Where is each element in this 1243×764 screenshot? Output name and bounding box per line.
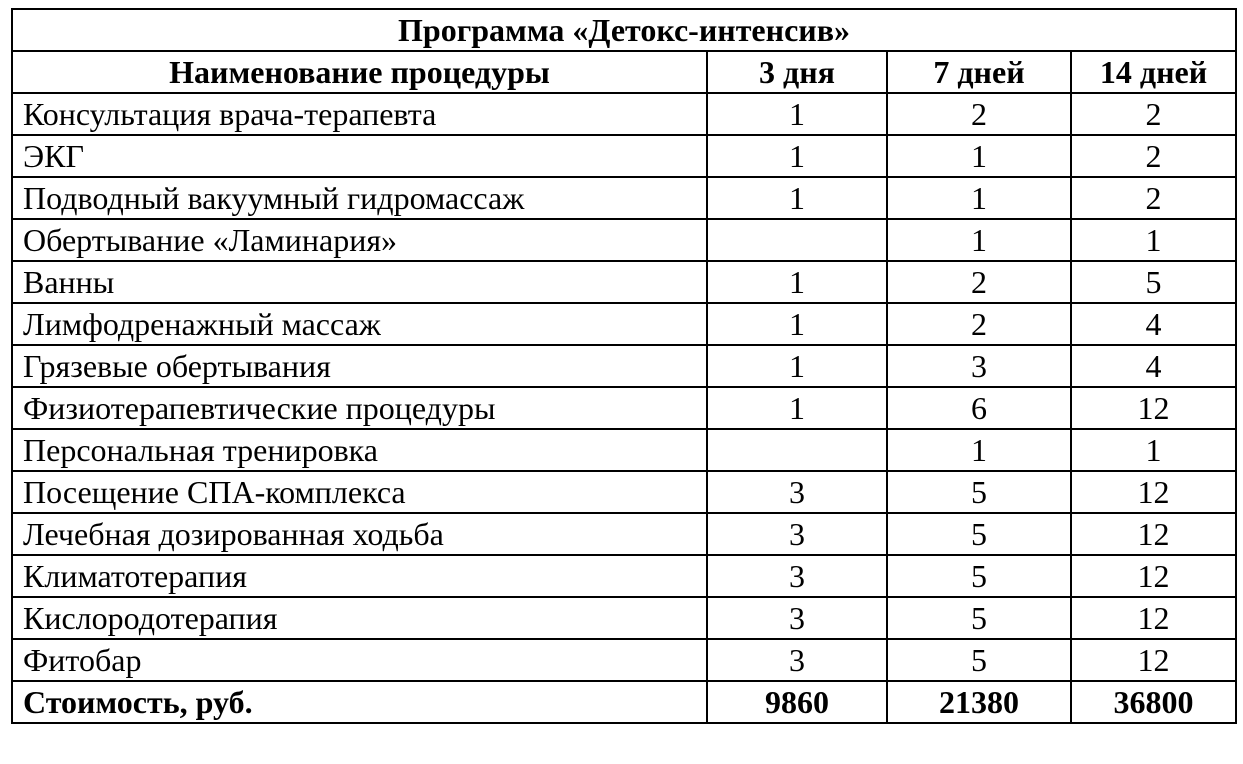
count-14-days-cell: 4	[1071, 303, 1236, 345]
count-7-days-cell: 5	[887, 555, 1071, 597]
procedure-name-cell: Лимфодренажный массаж	[12, 303, 707, 345]
count-7-days-cell: 3	[887, 345, 1071, 387]
count-3-days-cell: 1	[707, 387, 887, 429]
count-14-days-cell: 5	[1071, 261, 1236, 303]
table-row	[12, 429, 1236, 471]
procedure-name-cell: ЭКГ	[12, 135, 707, 177]
price-table-container	[11, 8, 1235, 724]
count-3-days-cell: 1	[707, 303, 887, 345]
count-3-days-cell: 1	[707, 345, 887, 387]
count-3-days-cell	[707, 429, 887, 471]
count-14-days-cell: 12	[1071, 471, 1236, 513]
total-cost-label: Стоимость, руб.	[12, 681, 707, 723]
table-header-row	[12, 51, 1236, 93]
count-7-days-cell: 1	[887, 219, 1071, 261]
count-14-days-cell: 2	[1071, 177, 1236, 219]
count-14-days-cell: 12	[1071, 639, 1236, 681]
count-7-days-cell: 1	[887, 177, 1071, 219]
count-7-days-cell: 2	[887, 93, 1071, 135]
count-14-days-cell: 1	[1071, 429, 1236, 471]
count-3-days-cell: 3	[707, 471, 887, 513]
total-cost-3-days: 9860	[707, 681, 887, 723]
procedure-name-cell: Консультация врача-терапевта	[12, 93, 707, 135]
table-row	[12, 345, 1236, 387]
table-title: Программа «Детокс-интенсив»	[12, 9, 1236, 51]
count-3-days-cell: 1	[707, 93, 887, 135]
count-14-days-cell: 2	[1071, 93, 1236, 135]
table-row	[12, 387, 1236, 429]
header-7-days: 7 дней	[887, 51, 1071, 93]
price-table	[11, 8, 1237, 724]
count-14-days-cell: 12	[1071, 597, 1236, 639]
count-3-days-cell	[707, 219, 887, 261]
header-3-days: 3 дня	[707, 51, 887, 93]
count-14-days-cell: 4	[1071, 345, 1236, 387]
table-row	[12, 135, 1236, 177]
table-row	[12, 597, 1236, 639]
count-14-days-cell: 12	[1071, 555, 1236, 597]
table-row	[12, 471, 1236, 513]
procedure-name-cell: Ванны	[12, 261, 707, 303]
count-3-days-cell: 3	[707, 555, 887, 597]
procedure-name-cell: Физиотерапевтические процедуры	[12, 387, 707, 429]
table-row	[12, 261, 1236, 303]
count-7-days-cell: 5	[887, 597, 1071, 639]
count-14-days-cell: 12	[1071, 513, 1236, 555]
count-3-days-cell: 1	[707, 135, 887, 177]
count-3-days-cell: 1	[707, 177, 887, 219]
procedure-name-cell: Лечебная дозированная ходьба	[12, 513, 707, 555]
table-row	[12, 219, 1236, 261]
count-7-days-cell: 2	[887, 261, 1071, 303]
count-7-days-cell: 5	[887, 513, 1071, 555]
total-cost-7-days: 21380	[887, 681, 1071, 723]
count-3-days-cell: 3	[707, 639, 887, 681]
count-7-days-cell: 1	[887, 135, 1071, 177]
procedure-name-cell: Фитобар	[12, 639, 707, 681]
count-7-days-cell: 2	[887, 303, 1071, 345]
total-cost-row	[12, 681, 1236, 723]
total-cost-14-days: 36800	[1071, 681, 1236, 723]
count-7-days-cell: 5	[887, 471, 1071, 513]
procedure-name-cell: Грязевые обертывания	[12, 345, 707, 387]
header-procedure-name: Наименование процедуры	[12, 51, 707, 93]
procedure-name-cell: Обертывание «Ламинария»	[12, 219, 707, 261]
table-row	[12, 93, 1236, 135]
procedure-name-cell: Кислородотерапия	[12, 597, 707, 639]
table-row	[12, 303, 1236, 345]
table-title-row	[12, 9, 1236, 51]
table-row	[12, 513, 1236, 555]
count-3-days-cell: 3	[707, 597, 887, 639]
table-row	[12, 555, 1236, 597]
count-14-days-cell: 2	[1071, 135, 1236, 177]
procedure-name-cell: Персональная тренировка	[12, 429, 707, 471]
table-row	[12, 639, 1236, 681]
count-3-days-cell: 3	[707, 513, 887, 555]
count-14-days-cell: 12	[1071, 387, 1236, 429]
procedure-name-cell: Климатотерапия	[12, 555, 707, 597]
procedure-name-cell: Посещение СПА-комплекса	[12, 471, 707, 513]
count-7-days-cell: 1	[887, 429, 1071, 471]
procedure-name-cell: Подводный вакуумный гидромассаж	[12, 177, 707, 219]
table-row	[12, 177, 1236, 219]
count-7-days-cell: 6	[887, 387, 1071, 429]
count-14-days-cell: 1	[1071, 219, 1236, 261]
count-7-days-cell: 5	[887, 639, 1071, 681]
count-3-days-cell: 1	[707, 261, 887, 303]
header-14-days: 14 дней	[1071, 51, 1236, 93]
